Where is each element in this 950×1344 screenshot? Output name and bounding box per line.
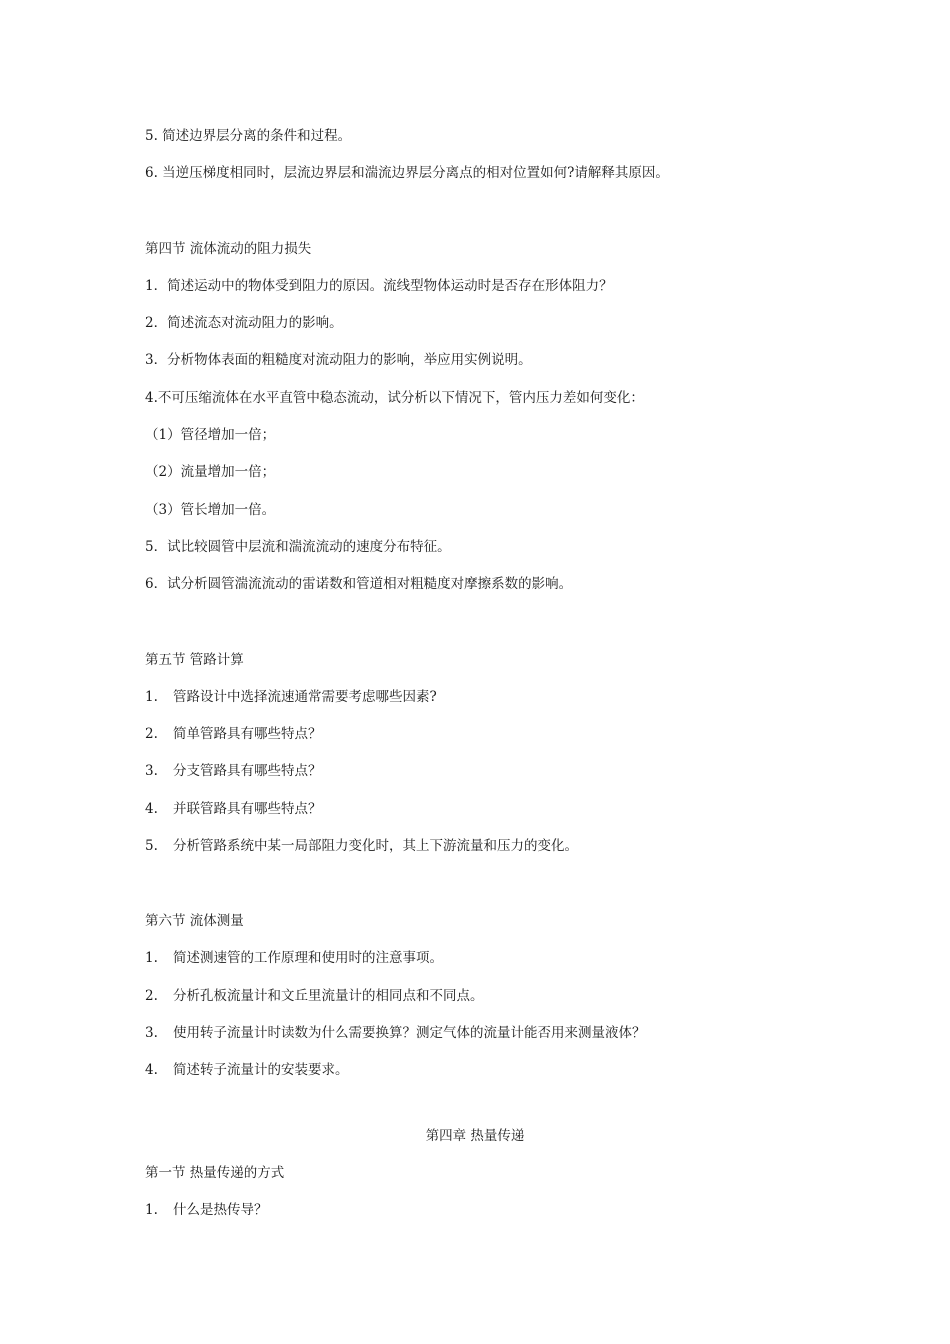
question-item: 5. 简述边界层分离的条件和过程。 (145, 128, 352, 144)
question-text: 分析孔板流量计和文丘里流量计的相同点和不同点。 (173, 988, 484, 1004)
sub-question-item: （1）管径增加一倍； (145, 427, 276, 443)
question-item: 6．试分析圆管湍流流动的雷诺数和管道相对粗糙度对摩擦系数的影响。 (145, 576, 573, 592)
question-item: 4.不可压缩流体在水平直管中稳态流动，试分析以下情况下，管内压力差如何变化： (145, 390, 644, 406)
question-item: 6. 当逆压梯度相同时，层流边界层和湍流边界层分离点的相对位置如何?请解释其原因。 (145, 165, 669, 181)
question-text: 简述测速管的工作原理和使用时的注意事项。 (173, 950, 443, 966)
question-text: 并联管路具有哪些特点？ (173, 801, 322, 817)
chapter-title: 第四章 热量传递 (425, 1128, 525, 1144)
question-item (145, 1201, 268, 1219)
question-item: 5．试比较圆管中层流和湍流流动的速度分布特征。 (145, 539, 451, 555)
question-text: 简单管路具有哪些特点？ (173, 726, 322, 742)
question-item (145, 1061, 349, 1079)
question-number: 5. (145, 838, 158, 854)
question-number: 2. (145, 988, 158, 1004)
question-text: 分支管路具有哪些特点？ (173, 763, 322, 779)
question-number: 4. (145, 801, 158, 817)
question-text: 简述转子流量计的安装要求。 (173, 1062, 349, 1078)
sub-question-item: （3）管长增加一倍。 (145, 502, 276, 518)
question-text: 管路设计中选择流速通常需要考虑哪些因素? (173, 689, 437, 705)
question-item: 3．分析物体表面的粗糙度对流动阻力的影响，举应用实例说明。 (145, 352, 532, 368)
question-number: 2. (145, 726, 158, 742)
question-number: 1. (145, 689, 158, 705)
question-item: 1．简述运动中的物体受到阻力的原因。流线型物体运动时是否存在形体阻力？ (145, 278, 613, 294)
sub-question-item: （2）流量增加一倍； (145, 464, 276, 480)
question-item (145, 800, 322, 818)
question-number: 1. (145, 950, 158, 966)
question-number: 4. (145, 1062, 158, 1078)
question-item (145, 987, 484, 1005)
question-number: 3. (145, 763, 158, 779)
question-item (145, 725, 322, 743)
question-item (145, 688, 437, 706)
question-item (145, 1024, 646, 1042)
question-text: 分析管路系统中某一局部阻力变化时，其上下游流量和压力的变化。 (173, 838, 578, 854)
question-item: 2．简述流态对流动阻力的影响。 (145, 315, 343, 331)
question-number: 3. (145, 1025, 158, 1041)
section-title: 第五节 管路计算 (145, 652, 244, 668)
question-text: 什么是热传导？ (173, 1202, 268, 1218)
question-text: 使用转子流量计时读数为什么需要换算？测定气体的流量计能否用来测量液体？ (173, 1025, 646, 1041)
question-item (145, 762, 322, 780)
section-title: 第六节 流体测量 (145, 913, 244, 929)
question-item (145, 949, 443, 967)
question-number: 1. (145, 1202, 158, 1218)
question-item (145, 837, 578, 855)
section-title: 第一节 热量传递的方式 (145, 1165, 285, 1181)
section-title: 第四节 流体流动的阻力损失 (145, 241, 312, 257)
